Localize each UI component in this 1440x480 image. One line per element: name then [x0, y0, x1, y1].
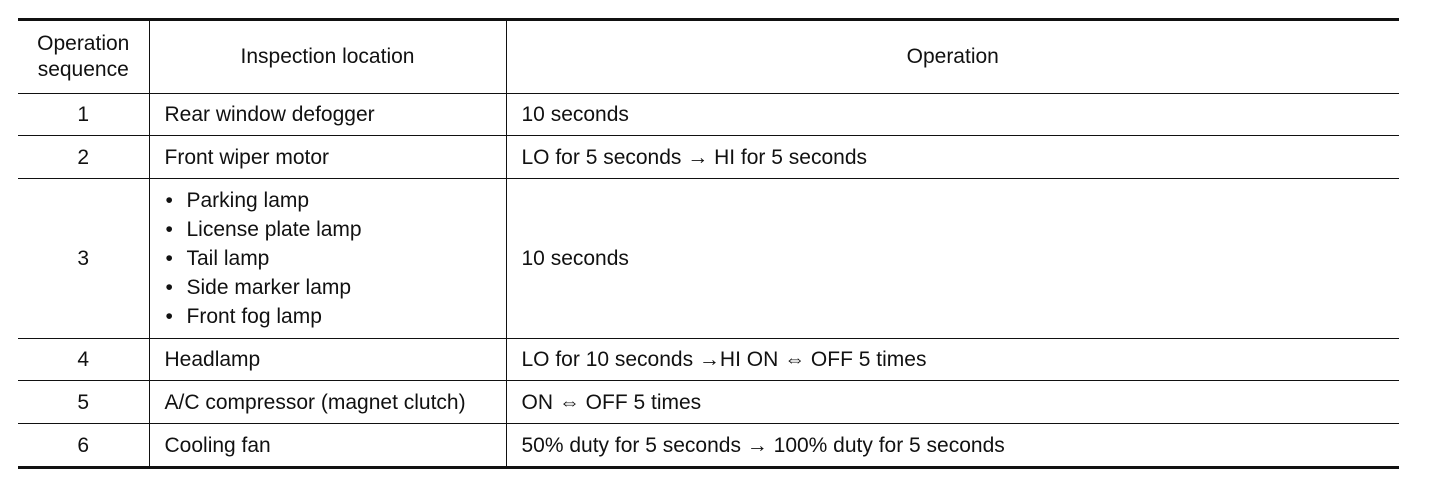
location-list [165, 186, 491, 331]
header-sequence-line1: Operation [37, 32, 130, 55]
list-item-label: Front fog lamp [186, 305, 322, 328]
operation-cell: 10 seconds [506, 94, 1399, 136]
list-item [165, 215, 491, 244]
table-row [18, 339, 1399, 381]
location-cell: Headlamp [149, 339, 506, 381]
location-cell: Cooling fan [149, 424, 506, 468]
list-item [165, 244, 491, 273]
sequence-cell: 4 [18, 339, 149, 381]
bullet-icon: • [165, 305, 173, 328]
sequence-cell: 2 [18, 136, 149, 179]
table-row [18, 94, 1399, 136]
header-operation-sequence [18, 20, 149, 94]
operation-cell: LO for 10 seconds →HI ON ⇔ OFF 5 times [506, 339, 1399, 381]
bullet-icon: • [165, 247, 173, 270]
location-cell: Front wiper motor [149, 136, 506, 179]
header-sequence-line2: sequence [37, 58, 129, 81]
list-item-label: Parking lamp [186, 189, 310, 212]
list-item [165, 273, 491, 302]
operation-cell: 50% duty for 5 seconds → 100% duty for 5 seconds [506, 424, 1399, 468]
location-cell: A/C compressor (magnet clutch) [149, 381, 506, 424]
bullet-icon: • [165, 276, 173, 299]
sequence-cell: 5 [18, 381, 149, 424]
list-item-label: Side marker lamp [186, 276, 352, 299]
sequence-cell: 6 [18, 424, 149, 468]
table-row [18, 136, 1399, 179]
location-cell: Rear window defogger [149, 94, 506, 136]
operation-cell: LO for 5 seconds → HI for 5 seconds [506, 136, 1399, 179]
operation-cell: ON ⇔ OFF 5 times [506, 381, 1399, 424]
header-inspection-location: Inspection location [149, 20, 506, 94]
location-cell [149, 179, 506, 339]
table-row [18, 381, 1399, 424]
list-item [165, 186, 491, 215]
inspection-table [18, 18, 1399, 469]
table-row [18, 179, 1399, 339]
list-item-label: License plate lamp [186, 218, 362, 241]
list-item [165, 302, 491, 331]
sequence-cell: 3 [18, 179, 149, 339]
bullet-icon: • [165, 218, 173, 241]
operation-cell: 10 seconds [506, 179, 1399, 339]
table-row [18, 424, 1399, 468]
list-item-label: Tail lamp [186, 247, 270, 270]
bullet-icon: • [165, 189, 173, 212]
header-row [18, 20, 1399, 94]
sequence-cell: 1 [18, 94, 149, 136]
header-operation: Operation [506, 20, 1399, 94]
